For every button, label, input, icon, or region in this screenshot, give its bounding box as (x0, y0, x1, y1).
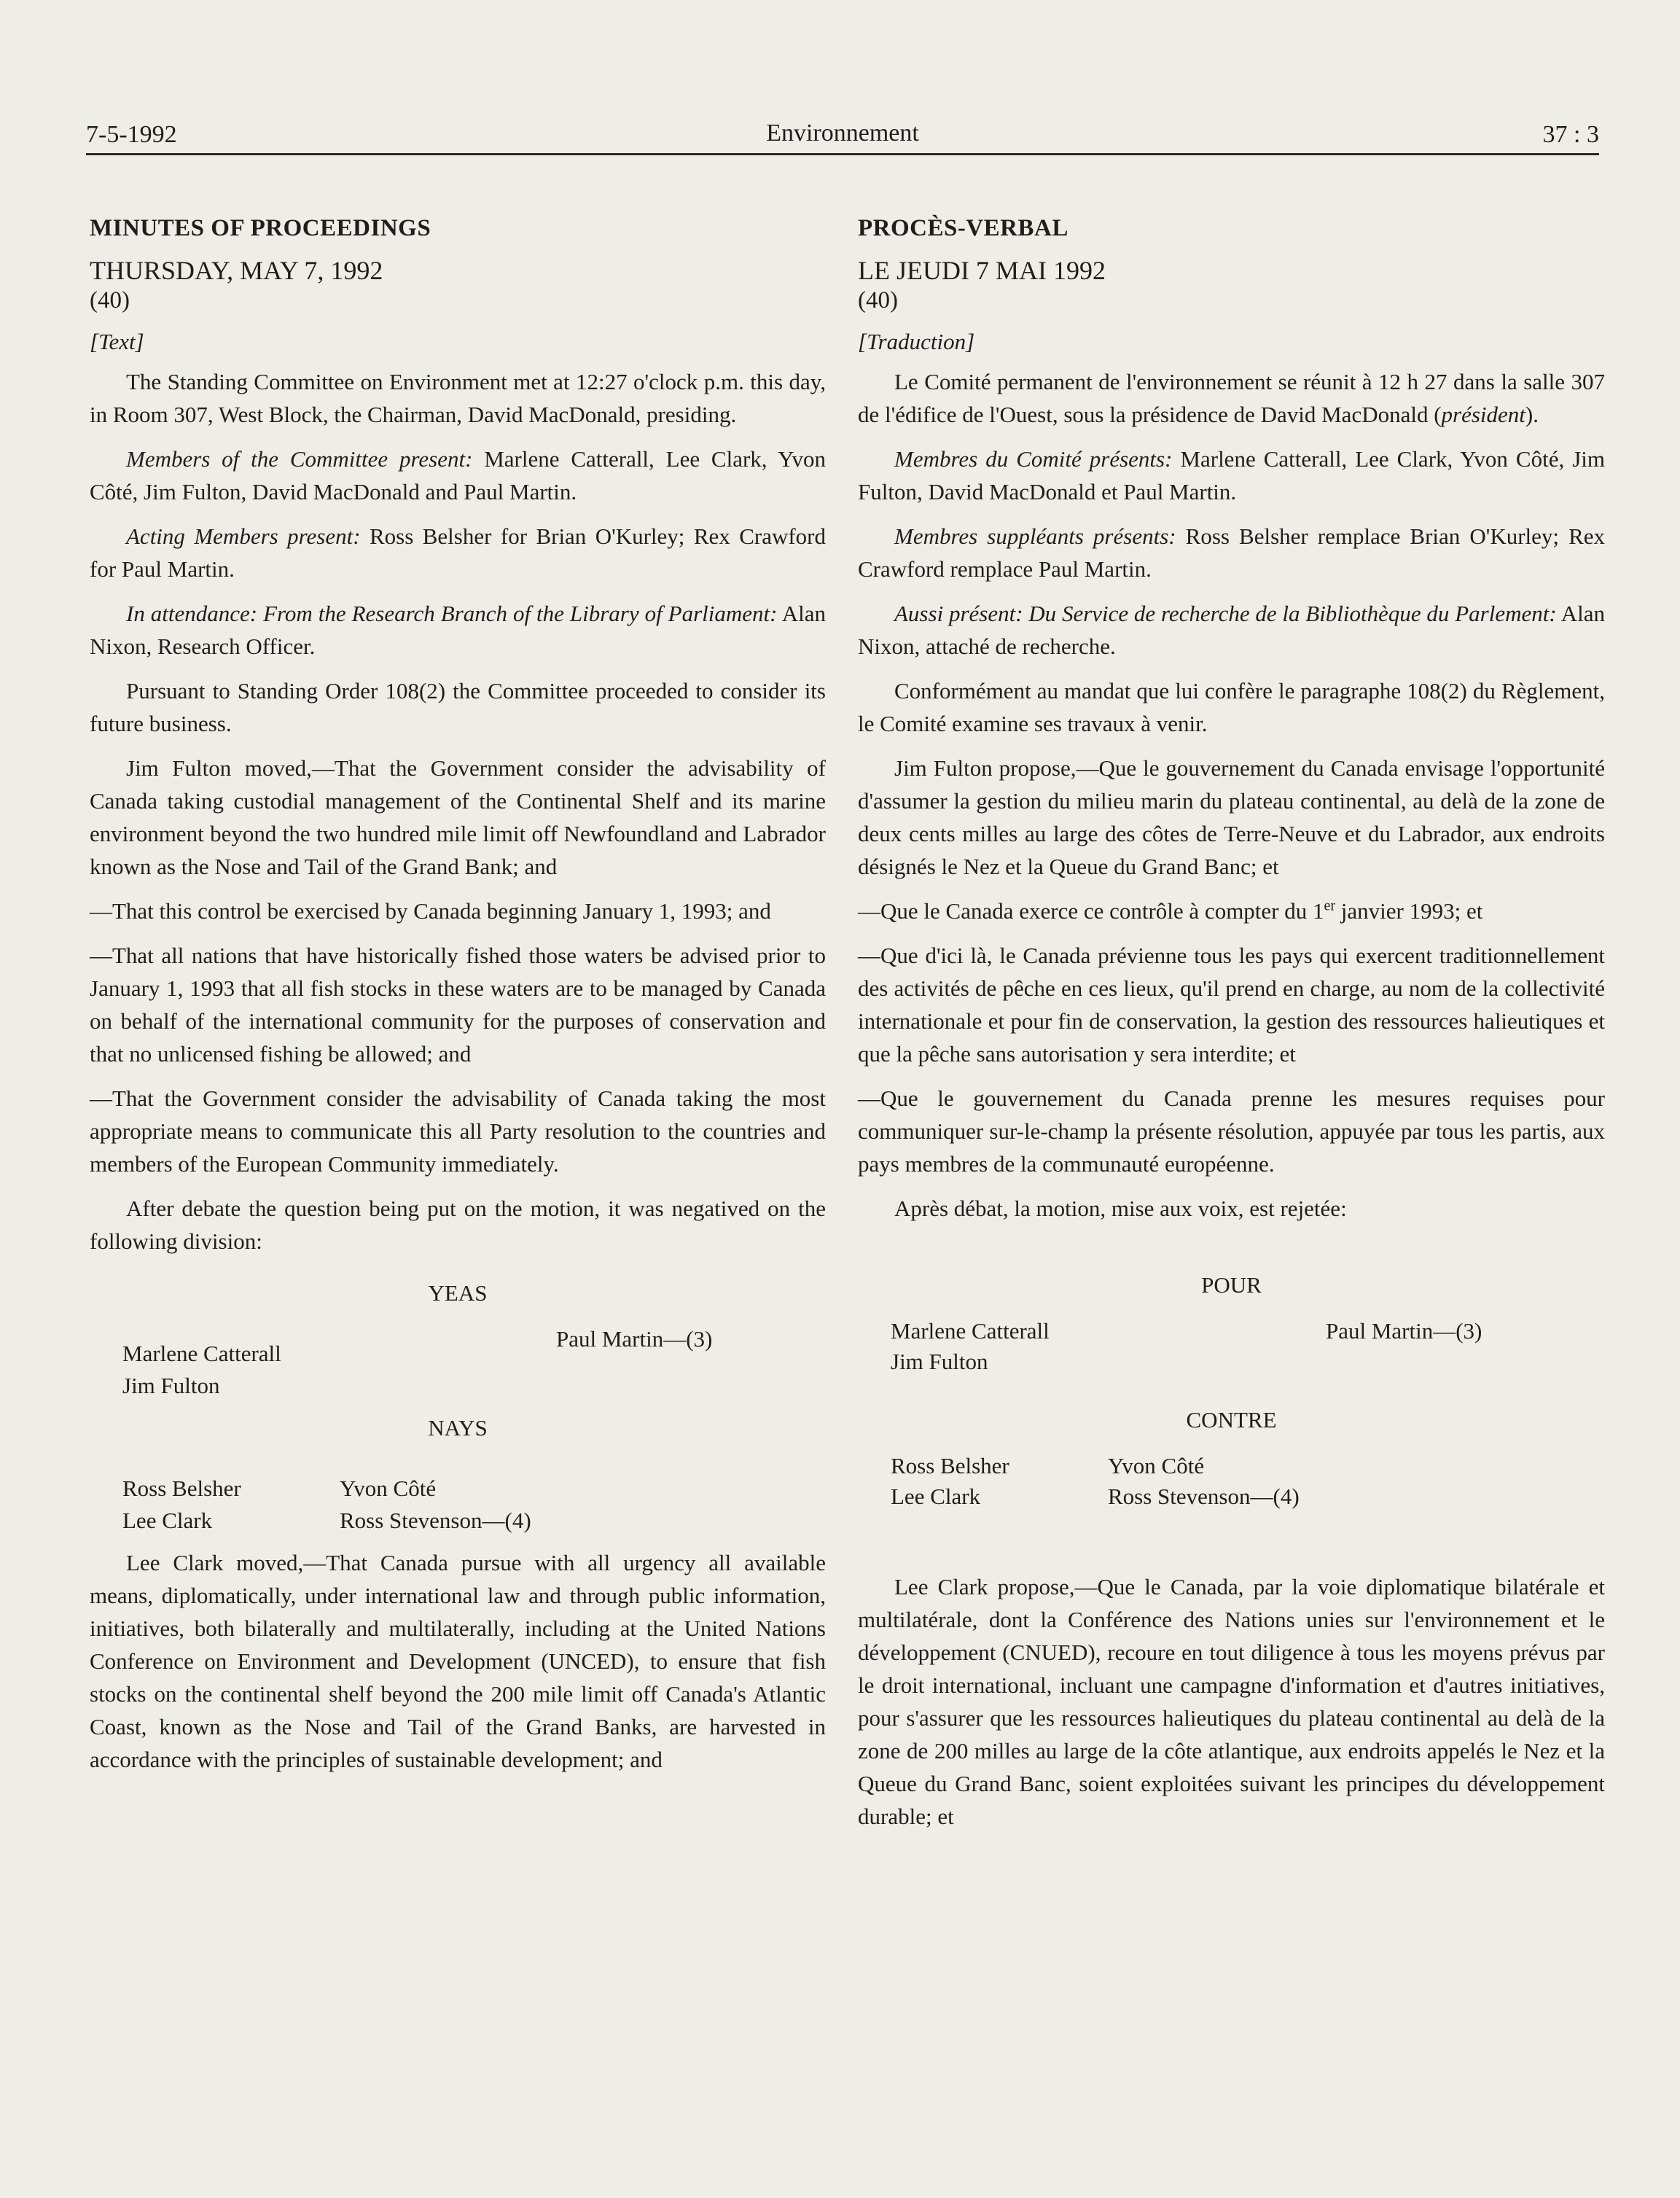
french-attendance-label: Aussi présent: Du Service de recherche de la Bibliothèque du Parlement: (894, 601, 1557, 626)
english-date: THURSDAY, MAY 7, 1992 (90, 256, 383, 285)
yeas-list (90, 1322, 826, 1398)
french-members-paragraph (858, 443, 1605, 508)
english-members-list: Marlene Catterall, Lee Clark, Yvon Côté, Jim Fulton, David MacDonald and Paul Martin. (90, 446, 826, 504)
french-motion-2-superscript: er (1324, 897, 1336, 914)
contre-list (858, 1449, 1605, 1519)
pour-label: POUR (1201, 1272, 1262, 1298)
french-debate-paragraph: Après débat, la motion, mise aux voix, est rejetée: (894, 1196, 1347, 1221)
yeas-name: Jim Fulton (122, 1373, 220, 1398)
english-acting-label: Acting Members present: (126, 523, 361, 549)
nays-name: Yvon Côté (340, 1476, 437, 1501)
english-heading: MINUTES OF PROCEEDINGS (90, 215, 431, 241)
english-motion-paragraph-3: —That all nations that have historically fished those waters be advised prior to January 1, 1993 that all fish stocks in these waters are to be managed by Canada on behalf of the international community for the purposes of conservation and that no unlicensed fishing be allowed; and (90, 943, 826, 1067)
english-members-label: Members of the Committee present: (126, 446, 473, 472)
yeas-name: Paul Martin—(3) (556, 1326, 713, 1352)
french-acting-label: Membres suppléants présents: (894, 523, 1176, 549)
contre-label: CONTRE (1186, 1407, 1277, 1433)
english-attendance-list: Alan Nixon, Research Officer. (90, 601, 826, 659)
english-attendance-paragraph (90, 597, 826, 663)
pour-list (858, 1314, 1605, 1384)
english-acting-paragraph (90, 520, 826, 585)
english-attendance-label: In attendance: From the Research Branch of the Library of Parliament: (126, 601, 778, 626)
contre-name: Ross Stevenson—(4) (1108, 1484, 1300, 1509)
english-column (90, 208, 826, 1788)
french-motion-2-end: janvier 1993; et (1335, 898, 1483, 924)
french-motion-paragraph-4: —Que le gouvernement du Canada prenne les mesures requises pour communiquer sur-le-champ la présente résolution, appuyée par tous les partis, aux pays membres de la communauté européenne. (858, 1086, 1605, 1177)
english-motion-paragraph-2: —That this control be exercised by Canada beginning January 1, 1993; and (90, 898, 771, 924)
pour-name: Paul Martin—(3) (1326, 1318, 1482, 1344)
english-members-paragraph (90, 443, 826, 508)
english-number: (40) (90, 287, 130, 313)
french-motion-2-text: —Que le Canada exerce ce contrôle à compter du 1 (858, 898, 1324, 924)
french-attendance-list: Alan Nixon, attaché de recherche. (858, 601, 1605, 659)
french-opening-end: ). (1525, 402, 1539, 427)
contre-name: Ross Belsher (891, 1453, 1009, 1478)
yeas-name: Marlene Catterall (122, 1341, 281, 1366)
french-heading: PROCÈS-VERBAL (858, 215, 1068, 241)
english-text-tag: [Text] (90, 329, 144, 354)
french-opening-role: président (1441, 402, 1525, 427)
french-column (858, 208, 1605, 1844)
french-number: (40) (858, 287, 898, 313)
pour-name: Jim Fulton (891, 1349, 988, 1374)
pour-name: Marlene Catterall (891, 1318, 1050, 1344)
french-motion-paragraph-3: —Que d'ici là, le Canada prévienne tous les pays qui exercent traditionnellement des activités de pêche en ces lieux, qu'il prend en charge, au nom de la collectivité internationale et pour fin de conservation, la gestion des ressources halieutiques et que la pêche sans autorisation y sera interdite; et (858, 943, 1605, 1067)
nays-name: Ross Belsher (122, 1476, 241, 1501)
nays-list (90, 1457, 826, 1533)
header-date: 7-5-1992 (86, 121, 177, 148)
yeas-label: YEAS (428, 1280, 488, 1306)
english-clark-motion: Lee Clark moved,—That Canada pursue with all urgency all available means, diplomatically, under international law and through public information, initiatives, both bilaterally and multilaterally, including at the United Nations Conference on Environment and Development (UNCED), to ensure that fish stocks on the continental shelf beyond the 200 mile limit off Canada's Atlantic Coast, known as the Nose and Tail of the Grand Banks, are harvested in accordance with the principles of sustainable development; and (90, 1550, 826, 1772)
contre-name: Lee Clark (891, 1484, 981, 1509)
english-debate-paragraph: After debate the question being put on the motion, it was negatived on the following division: (90, 1196, 826, 1254)
french-motion-paragraph-2 (858, 895, 1605, 927)
english-motion-paragraph-1: Jim Fulton moved,—That the Government consider the advisability of Canada taking custodial management of the Continental Shelf and its marine environment beyond the two hundred mile limit off Newfoundland and Labrador known as the Nose and Tail of the Grand Bank; and (90, 755, 826, 879)
nays-label: NAYS (428, 1415, 488, 1441)
page-header (86, 109, 1599, 155)
french-standing-order-paragraph: Conformément au mandat que lui confère le paragraphe 108(2) du Règlement, le Comité examine ses travaux à venir. (858, 678, 1605, 736)
french-acting-paragraph (858, 520, 1605, 585)
french-members-list: Marlene Catterall, Lee Clark, Yvon Côté, Jim Fulton, David MacDonald et Paul Martin. (858, 446, 1605, 504)
french-opening-text: Le Comité permanent de l'environnement se réunit à 12 h 27 dans la salle 307 de l'édifice de l'Ouest, sous la présidence de David MacDonald ( (858, 369, 1605, 427)
contre-name: Yvon Côté (1108, 1453, 1205, 1478)
english-motion-paragraph-4: —That the Government consider the advisability of Canada taking the most appropriate means to communicate this all Party resolution to the countries and members of the European Community immediately. (90, 1086, 826, 1177)
english-opening-paragraph: The Standing Committee on Environment met at 12:27 o'clock p.m. this day, in Room 307, West Block, the Chairman, David MacDonald, presiding. (90, 369, 826, 427)
french-attendance-paragraph (858, 597, 1605, 663)
english-standing-order-paragraph: Pursuant to Standing Order 108(2) the Committee proceeded to consider its future business. (90, 678, 826, 736)
french-date: LE JEUDI 7 MAI 1992 (858, 256, 1106, 285)
nays-name: Lee Clark (122, 1508, 213, 1533)
french-text-tag: [Traduction] (858, 329, 975, 354)
french-clark-motion: Lee Clark propose,—Que le Canada, par la voie diplomatique bilatérale et multilatérale, dont la Conférence des Nations unies sur l'environnement et le développement (CNUED), recoure en tout diligence à tous les moyens prévus par le droit international, incluant une campagne d'information et d'autres initiatives, pour s'assurer que les ressources halieutiques du plateau continental au delà de la zone de 200 milles au large de la côte atlantique, aux endroits appelés le Nez et la Queue du Grand Banc, soient exploitées suivant les principes du développement durable; et (858, 1574, 1605, 1829)
french-acting-list: Ross Belsher remplace Brian O'Kurley; Rex Crawford remplace Paul Martin. (858, 523, 1606, 582)
header-title: Environnement (766, 120, 919, 147)
french-motion-paragraph-1: Jim Fulton propose,—Que le gouvernement du Canada envisage l'opportunité d'assumer la gestion du milieu marin du plateau continental, au delà de la zone de deux cents milles au large des côtes de Terre-Neuve et du Labrador, aux endroits désignés le Nez et la Queue du Grand Banc; et (858, 755, 1605, 879)
header-page-number: 37 : 3 (1542, 121, 1599, 148)
nays-name: Ross Stevenson—(4) (340, 1508, 531, 1533)
english-acting-list: Ross Belsher for Brian O'Kurley; Rex Crawford for Paul Martin. (90, 523, 826, 582)
french-opening-paragraph (858, 365, 1605, 431)
french-members-label: Membres du Comité présents: (894, 446, 1173, 472)
